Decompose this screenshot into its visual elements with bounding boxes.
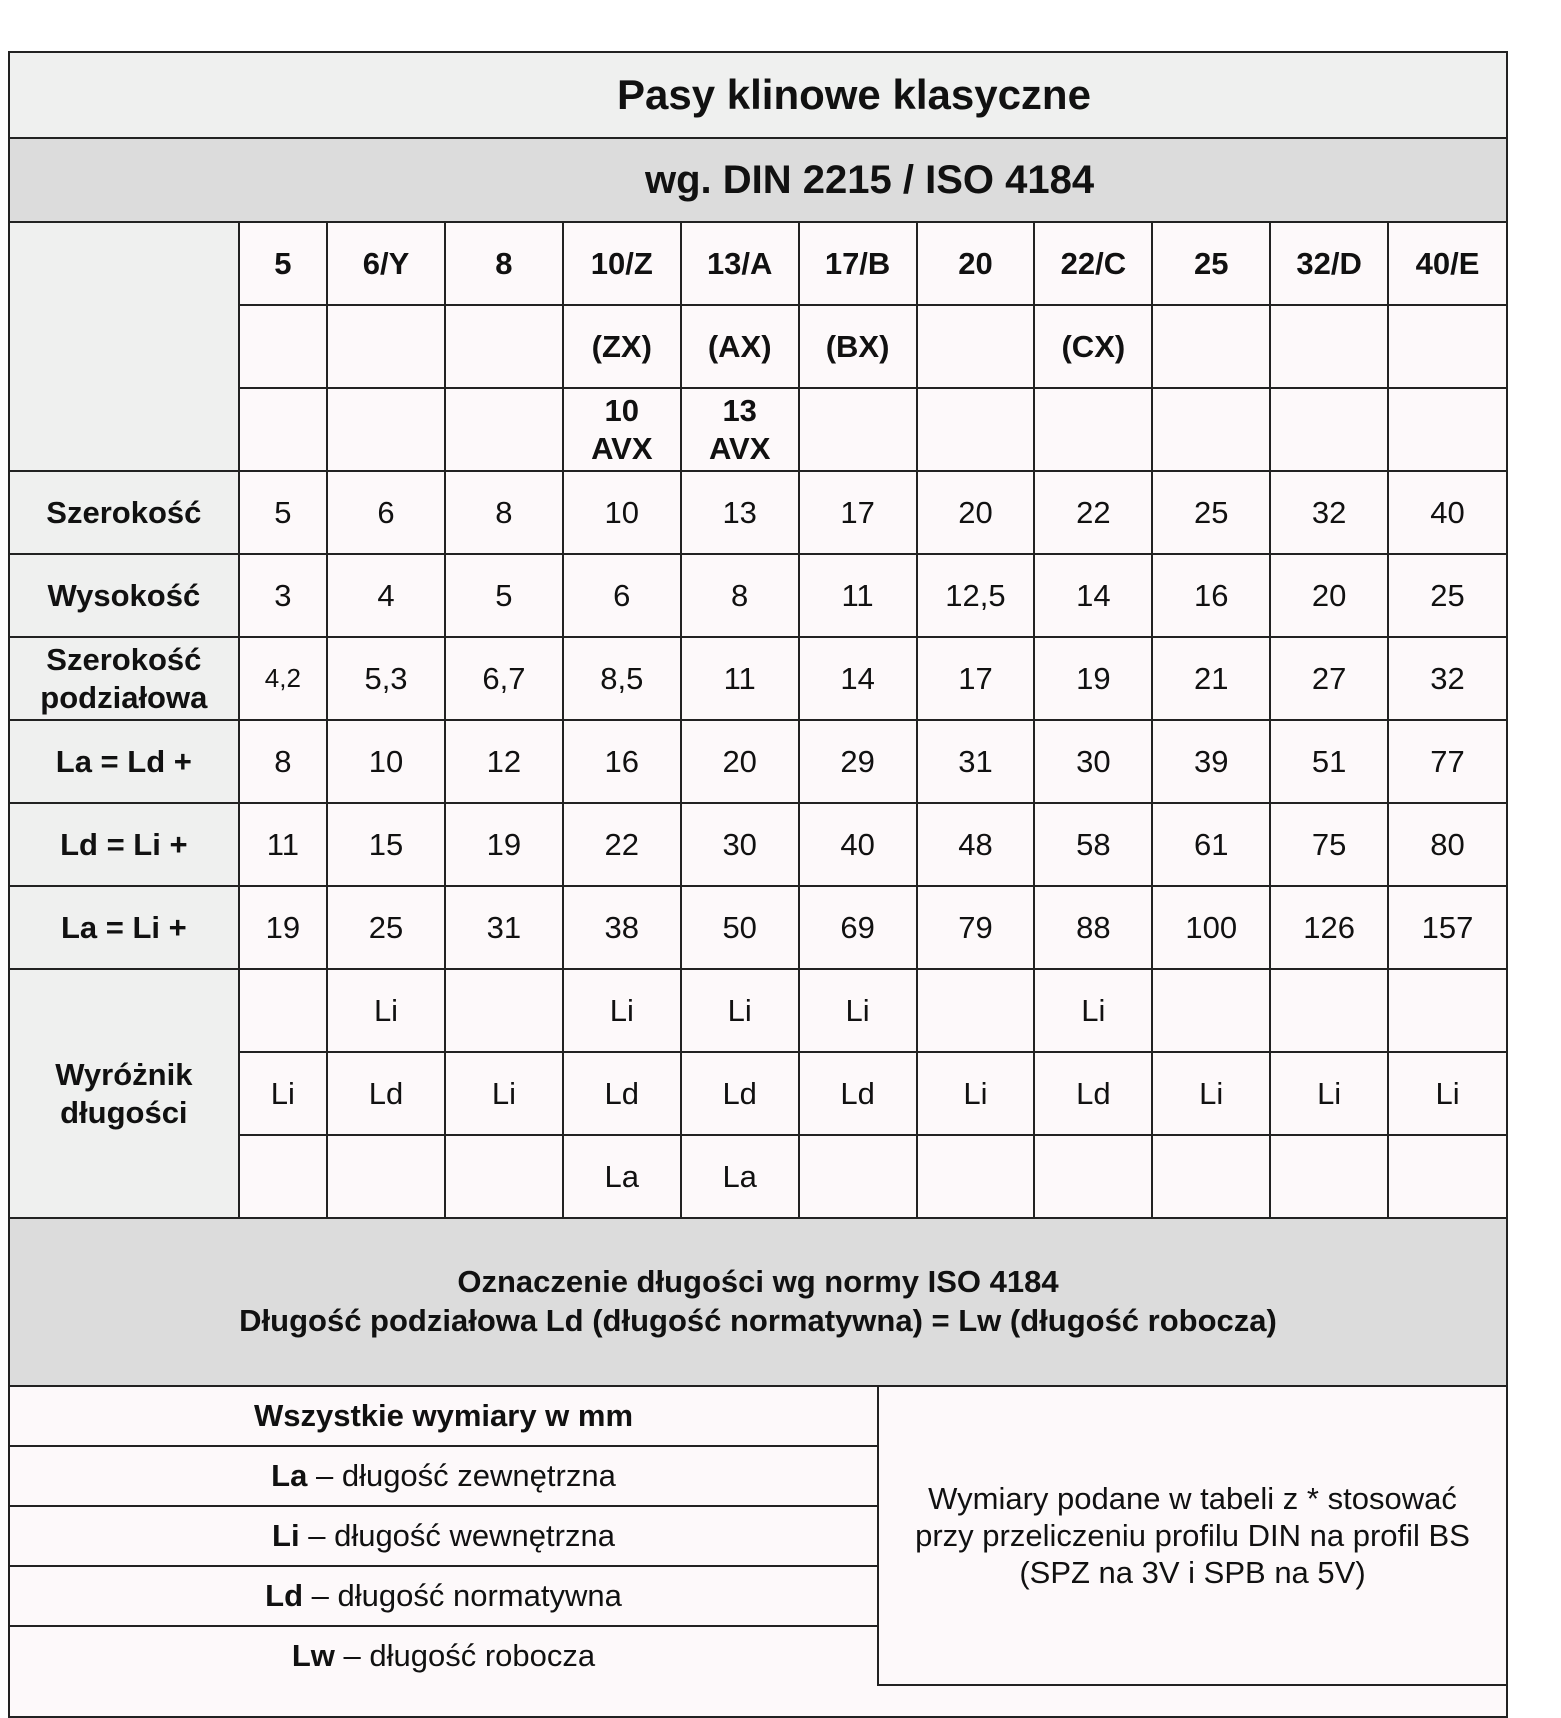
dimension-value: 69 xyxy=(799,886,917,969)
dimension-value: 19 xyxy=(445,803,563,886)
length-marker-value: La xyxy=(563,1135,681,1218)
dimension-value: 79 xyxy=(917,886,1035,969)
profile-variant-suffix: AVX xyxy=(591,430,653,466)
length-marker-value xyxy=(445,969,563,1052)
dimension-value: 10 xyxy=(563,471,681,554)
length-marker-value: Li xyxy=(799,969,917,1052)
belt-spec-sheet xyxy=(8,51,1508,1718)
length-marker-value: Li xyxy=(1388,1052,1506,1135)
dimension-value: 11 xyxy=(799,554,917,637)
dimension-value: 31 xyxy=(445,886,563,969)
dimension-row xyxy=(10,471,1506,554)
length-marker-row xyxy=(10,969,1506,1052)
dimension-value: 50 xyxy=(681,886,799,969)
legend-item xyxy=(10,1626,878,1685)
profile-header-cell: 20 xyxy=(917,223,1035,305)
row-label xyxy=(10,720,239,803)
row-label-line: Szerokość xyxy=(46,642,202,678)
iso-note-row xyxy=(10,1218,1506,1386)
dimensions-table xyxy=(10,223,1506,1387)
profile-header-cell xyxy=(327,305,445,388)
length-marker-value xyxy=(799,1135,917,1218)
dimension-value: 11 xyxy=(239,803,327,886)
length-marker-value: Ld xyxy=(1034,1052,1152,1135)
iso-note-line: Oznaczenie długości wg normy ISO 4184 xyxy=(457,1264,1059,1300)
dimension-value: 22 xyxy=(1034,471,1152,554)
legend-remark: Wymiary podane w tabeli z * stosować przy przeliczeniu profilu DIN na profil BS (SPZ na 3V i SPB na 5V) xyxy=(878,1387,1506,1685)
dimension-value: 40 xyxy=(799,803,917,886)
dimension-value: 40 xyxy=(1388,471,1506,554)
dimension-value: 27 xyxy=(1270,637,1388,720)
dimension-value: 10 xyxy=(327,720,445,803)
profile-header-cell xyxy=(1034,388,1152,471)
length-marker-value: Li xyxy=(1034,969,1152,1052)
profile-variant-suffix: AVX xyxy=(708,430,771,466)
length-marker-value: Li xyxy=(681,969,799,1052)
length-marker-value xyxy=(1388,969,1506,1052)
dimension-value: 20 xyxy=(681,720,799,803)
row-label xyxy=(10,554,239,637)
legend-symbol: La xyxy=(271,1458,308,1493)
length-marker-value: La xyxy=(681,1135,799,1218)
dimension-value: 12,5 xyxy=(917,554,1035,637)
legend-symbol: Ld xyxy=(265,1578,304,1613)
profile-variant-number: 10 xyxy=(604,393,640,429)
length-marker-value: Ld xyxy=(563,1052,681,1135)
length-marker-value: Ld xyxy=(799,1052,917,1135)
profile-header-cell xyxy=(1152,305,1270,388)
dimension-value: 20 xyxy=(917,471,1035,554)
dimension-row xyxy=(10,720,1506,803)
profile-header-cell xyxy=(239,388,327,471)
row-label-line: La = Li + xyxy=(60,909,187,945)
legend-table-body xyxy=(10,1387,1506,1685)
profile-header-cell xyxy=(327,388,445,471)
dimension-value: 38 xyxy=(563,886,681,969)
length-marker-value xyxy=(1270,969,1388,1052)
length-marker-value xyxy=(1152,969,1270,1052)
profile-header-cell xyxy=(799,388,917,471)
profile-header-cell xyxy=(1388,388,1506,471)
length-marker-value: Li xyxy=(1152,1052,1270,1135)
legend-heading: Wszystkie wymiary w mm xyxy=(10,1387,878,1446)
dimension-value: 25 xyxy=(1152,471,1270,554)
dimension-value: 31 xyxy=(917,720,1035,803)
profile-header-cell xyxy=(917,305,1035,388)
dimension-value: 8 xyxy=(445,471,563,554)
profile-header-cell xyxy=(445,305,563,388)
legend-item xyxy=(10,1566,878,1626)
legend-description: – długość normatywna xyxy=(303,1578,622,1613)
profile-header-cell: 8 xyxy=(445,223,563,305)
profile-header-cell: (CX) xyxy=(1034,305,1152,388)
row-label-line: La = Ld + xyxy=(55,743,192,779)
legend-item xyxy=(10,1506,878,1566)
dimension-value: 4 xyxy=(327,554,445,637)
row-label-line: długości xyxy=(60,1094,188,1130)
length-marker-value xyxy=(1152,1135,1270,1218)
dimension-value: 39 xyxy=(1152,720,1270,803)
dimension-value: 75 xyxy=(1270,803,1388,886)
subtitle-bar xyxy=(10,139,1506,223)
dimension-value: 22 xyxy=(563,803,681,886)
dimension-value: 29 xyxy=(799,720,917,803)
dimension-value: 6 xyxy=(327,471,445,554)
profile-header-cell: 17/B xyxy=(799,223,917,305)
length-marker-value: Li xyxy=(327,969,445,1052)
profile-header-cell xyxy=(1152,388,1270,471)
profile-header-cell: 25 xyxy=(1152,223,1270,305)
length-marker-value xyxy=(445,1135,563,1218)
dimension-value: 13 xyxy=(681,471,799,554)
profile-header-cell: 10/Z xyxy=(563,223,681,305)
length-marker-value: Li xyxy=(445,1052,563,1135)
dimension-value: 17 xyxy=(917,637,1035,720)
dimension-value: 5 xyxy=(445,554,563,637)
legend-symbol: Li xyxy=(272,1518,300,1553)
length-marker-value xyxy=(917,969,1035,1052)
dimension-value: 8 xyxy=(239,720,327,803)
standard-subtitle: wg. DIN 2215 / ISO 4184 xyxy=(645,157,1095,202)
dimension-value: 20 xyxy=(1270,554,1388,637)
dimension-value: 32 xyxy=(1388,637,1506,720)
dimension-value: 100 xyxy=(1152,886,1270,969)
dimension-value: 48 xyxy=(917,803,1035,886)
page-title: Pasy klinowe klasyczne xyxy=(617,71,1091,118)
row-label-line: Ld = Li + xyxy=(60,826,188,862)
dimension-value: 61 xyxy=(1152,803,1270,886)
row-label xyxy=(10,886,239,969)
profile-header-cell xyxy=(1270,305,1388,388)
profile-header-cell: (AX) xyxy=(681,305,799,388)
row-label-line: Szerokość xyxy=(46,494,202,530)
dimension-value: 6,7 xyxy=(445,637,563,720)
profile-header-cell: 6/Y xyxy=(327,223,445,305)
length-marker-value xyxy=(239,969,327,1052)
profile-header-cell: 32/D xyxy=(1270,223,1388,305)
dimension-value: 32 xyxy=(1270,471,1388,554)
length-marker-value: Li xyxy=(917,1052,1035,1135)
dimension-value: 12 xyxy=(445,720,563,803)
legend-table xyxy=(10,1387,1506,1686)
dimension-value: 11 xyxy=(681,637,799,720)
row-label-line: Wyróżnik xyxy=(55,1057,193,1093)
dimensions-table-body xyxy=(10,223,1506,1386)
dimension-value: 17 xyxy=(799,471,917,554)
dimension-value: 126 xyxy=(1270,886,1388,969)
row-label xyxy=(10,803,239,886)
profile-header-cell xyxy=(1270,388,1388,471)
dimension-value: 8 xyxy=(681,554,799,637)
length-marker-value xyxy=(1388,1135,1506,1218)
profile-header-cell xyxy=(239,305,327,388)
length-marker-value xyxy=(1034,1135,1152,1218)
profile-header-cell xyxy=(681,388,799,471)
dimension-value: 21 xyxy=(1152,637,1270,720)
dimension-value: 157 xyxy=(1388,886,1506,969)
profile-header-cell: (ZX) xyxy=(563,305,681,388)
dimension-value: 25 xyxy=(327,886,445,969)
legend-row xyxy=(10,1387,1506,1446)
dimension-row xyxy=(10,554,1506,637)
dimension-value: 6 xyxy=(563,554,681,637)
profile-header-row xyxy=(10,223,1506,305)
dimension-value: 5 xyxy=(239,471,327,554)
length-marker-value: Li xyxy=(239,1052,327,1135)
dimension-row xyxy=(10,637,1506,720)
dimension-value: 77 xyxy=(1388,720,1506,803)
length-marker-value xyxy=(239,1135,327,1218)
dimension-value: 88 xyxy=(1034,886,1152,969)
profile-header-cell xyxy=(445,388,563,471)
length-marker-value xyxy=(327,1135,445,1218)
dimension-value: 3 xyxy=(239,554,327,637)
profile-header-cell: 22/C xyxy=(1034,223,1152,305)
dimension-row xyxy=(10,803,1506,886)
row-label xyxy=(10,471,239,554)
dimension-value: 14 xyxy=(1034,554,1152,637)
profile-header-cell: 13/A xyxy=(681,223,799,305)
dimension-value: 4,2 xyxy=(239,637,327,720)
dimension-value: 15 xyxy=(327,803,445,886)
legend-description: – długość wewnętrzna xyxy=(299,1518,615,1553)
length-marker-value xyxy=(1270,1135,1388,1218)
length-marker-value xyxy=(917,1135,1035,1218)
dimension-row xyxy=(10,886,1506,969)
dimension-value: 16 xyxy=(1152,554,1270,637)
profile-header-cell: (BX) xyxy=(799,305,917,388)
dimension-value: 8,5 xyxy=(563,637,681,720)
length-marker-label xyxy=(10,969,239,1218)
iso-note xyxy=(10,1218,1506,1386)
legend-description: – długość zewnętrzna xyxy=(307,1458,616,1493)
profile-header-cell xyxy=(563,388,681,471)
profile-header-cell: 40/E xyxy=(1388,223,1506,305)
profile-header-cell xyxy=(917,388,1035,471)
profile-variant-number: 13 xyxy=(722,393,757,429)
row-label xyxy=(10,637,239,720)
iso-note-line: Długość podziałowa Ld (długość normatywna) = Lw (długość robocza) xyxy=(239,1303,1277,1338)
dimension-value: 5,3 xyxy=(327,637,445,720)
title-bar xyxy=(10,53,1506,139)
row-label-line: podziałowa xyxy=(40,679,208,715)
dimension-value: 16 xyxy=(563,720,681,803)
dimension-value: 80 xyxy=(1388,803,1506,886)
dimension-value: 30 xyxy=(681,803,799,886)
dimension-value: 58 xyxy=(1034,803,1152,886)
legend-symbol: Lw xyxy=(291,1638,335,1673)
profile-header-cell xyxy=(1388,305,1506,388)
dimension-value: 19 xyxy=(1034,637,1152,720)
length-marker-value: Ld xyxy=(327,1052,445,1135)
dimension-value: 19 xyxy=(239,886,327,969)
profile-header-cell: 5 xyxy=(239,223,327,305)
dimension-value: 14 xyxy=(799,637,917,720)
legend-item xyxy=(10,1446,878,1506)
corner-cell xyxy=(10,223,239,471)
dimension-value: 51 xyxy=(1270,720,1388,803)
dimension-value: 30 xyxy=(1034,720,1152,803)
length-marker-value: Ld xyxy=(681,1052,799,1135)
dimension-value: 25 xyxy=(1388,554,1506,637)
legend-description: – długość robocza xyxy=(334,1638,596,1673)
length-marker-value: Li xyxy=(1270,1052,1388,1135)
length-marker-value: Li xyxy=(563,969,681,1052)
row-label-line: Wysokość xyxy=(47,577,201,613)
